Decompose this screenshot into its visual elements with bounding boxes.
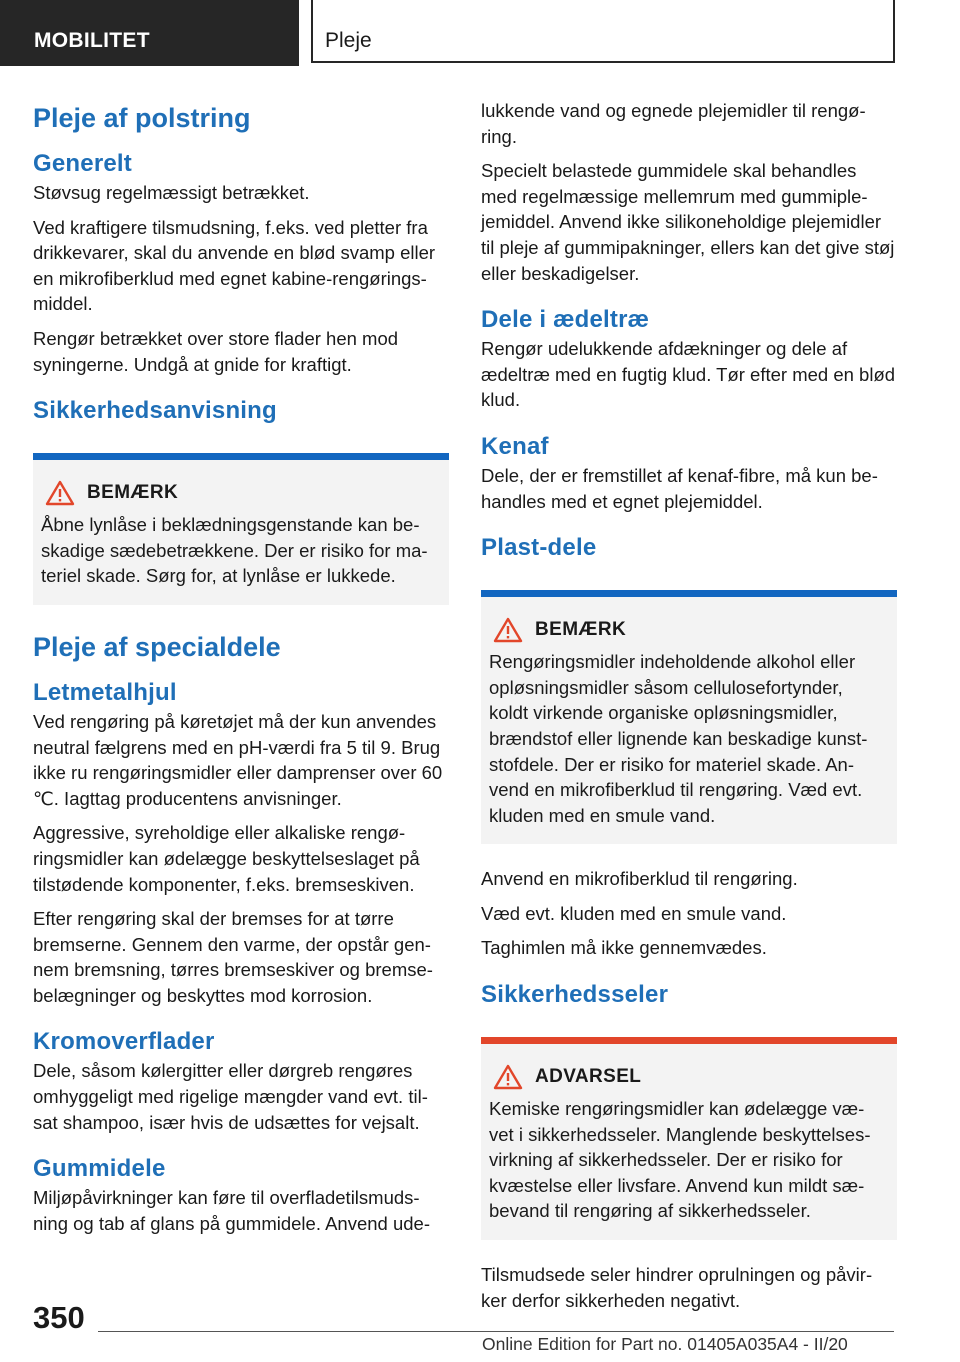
chapter-tab: Pleje	[311, 0, 895, 63]
paragraph: Tilsmudsede seler hindrer oprulningen og påvir-ker derfor sikkerheden negativt.	[481, 1264, 873, 1311]
heading-pleje-af-polstring: Pleje af polstring	[33, 103, 251, 133]
page-number: 350	[33, 1300, 85, 1335]
notice-box	[33, 453, 449, 605]
notice-title: BEMÆRK	[87, 482, 179, 504]
notice-text: Åbne lynlåse i beklædningsgenstande kan be-skadige sædebetrækkene. Der er risiko for ma-teriel skade. Sørg for, at lynlåse er lukkede.	[41, 514, 428, 587]
heading-gummidele: Gummidele	[33, 1155, 166, 1183]
paragraph: Ved kraftigere tilsmudsning, f.eks. ved pletter fra drikkevarer, skal du anvende en blød svamp eller en mikrofiberklud med egnet kabine-rengørings-middel.	[33, 216, 436, 315]
notice-box	[481, 590, 897, 844]
paragraph: Støvsug regelmæssigt betrækket.	[33, 182, 310, 203]
paragraph: Specielt belastede gummidele skal behandles med regelmæssige mellemrum med gummiple-jemiddel. Anvend ikke silikoneholdige plejemidler til pleje af gummipakninger, ellers kan det give støj eller beskadigelser.	[481, 160, 895, 284]
paragraph: Væd evt. kluden med en smule vand.	[481, 902, 787, 924]
notice-header	[489, 1064, 883, 1090]
paragraph: Ved rengøring på køretøjet må der kun anvendes neutral fælgrens med en pH-værdi fra 5 til 9. Brug ikke ru rengøringsmidler eller damprenser over 60 ℃. Iagttag producentens anvisninger.	[33, 710, 443, 809]
notice-text: Rengøringsmidler indeholdende alkohol eller opløsningsmidler såsom cellulosefortynder, koldt virkende organiske opløsningsmidler, brændstof eller lignende kan beskadige kunst-stofdele. Der er risiko for materiel skade. An-vend en mikrofiberklud til rengøring. Væd evt. kluden med en smule vand.	[489, 651, 868, 826]
heading-pleje-af-specialdele: Pleje af specialdele	[33, 631, 281, 662]
paragraph: Taghimlen må ikke gennemvædes.	[481, 937, 767, 959]
heading-letmetalhjul: Letmetalhjul	[33, 678, 177, 706]
warning-box	[481, 1037, 897, 1240]
heading-plast-dele: Plast-dele	[481, 534, 597, 562]
paragraph: Rengør betrækket over store flader hen mod syningerne. Undgå at gnide for kraftigt.	[33, 327, 399, 375]
notice-text: Kemiske rengøringsmidler kan ødelægge væ-vet i sikkerhedsseler. Manglende beskyttelses-virkning af sikkerhedsseler. Der er risiko for kvæstelse eller livsfare. Anvend kun mildt sæ-bevand til rengøring af sikkerhedsseler.	[489, 1098, 871, 1222]
right-column	[481, 98, 897, 1322]
paragraph: lukkende vand og egnede plejemidler til rengø-ring.	[481, 100, 866, 147]
paragraph: Efter rengøring skal der bremses for at tørre bremserne. Gennem den varme, der opstår gen-nem bremsning, tørres bremseskiver og bremse-belægninger og beskyttes mod korrosion.	[33, 908, 433, 1006]
notice-header	[489, 617, 883, 643]
heading-kenaf: Kenaf	[481, 432, 549, 460]
section-tab: MOBILITET	[0, 0, 299, 66]
paragraph: Aggressive, syreholdige eller alkaliske rengø-ringsmidler kan ødelægge beskyttelseslaget på tilstødende komponenter, f.eks. bremseskiven.	[33, 822, 420, 895]
warning-triangle-icon	[493, 1064, 523, 1090]
left-column	[33, 98, 449, 1245]
heading-sikkerhedsanvisning: Sikkerhedsanvisning	[33, 397, 277, 425]
paragraph: Dele, såsom kølergitter eller dørgreb rengøres omhyggeligt med rigelige mængder vand evt. til-sat shampoo, især hvis de udsættes for vejsalt.	[33, 1060, 428, 1133]
warning-triangle-icon	[493, 617, 523, 643]
notice-title: ADVARSEL	[535, 1066, 642, 1088]
footer-edition: Online Edition for Part no. 01405A035A4 - II/20	[482, 1334, 848, 1354]
heading-kromoverflader: Kromoverflader	[33, 1028, 215, 1056]
paragraph: Anvend en mikrofiberklud til rengøring.	[481, 868, 798, 890]
heading-dele-i-aedeltrae: Dele i ædeltræ	[481, 306, 650, 334]
warning-triangle-icon	[45, 480, 75, 506]
page-header	[0, 0, 960, 66]
heading-sikkerhedsseler: Sikkerhedsseler	[481, 981, 669, 1009]
notice-title: BEMÆRK	[535, 619, 627, 641]
heading-generelt: Generelt	[33, 150, 132, 177]
paragraph: Rengør udelukkende afdækninger og dele af ædeltræ med en fugtig klud. Tør efter med en blød klud.	[481, 338, 896, 411]
notice-header	[41, 480, 435, 506]
footer-divider	[98, 1331, 894, 1332]
paragraph: Miljøpåvirkninger kan føre til overfladetilsmuds-ning og tab af glans på gummidele. Anvend ude-	[33, 1187, 431, 1234]
paragraph: Dele, der er fremstillet af kenaf-fibre, må kun be-handles med et egnet plejemiddel.	[481, 464, 878, 512]
